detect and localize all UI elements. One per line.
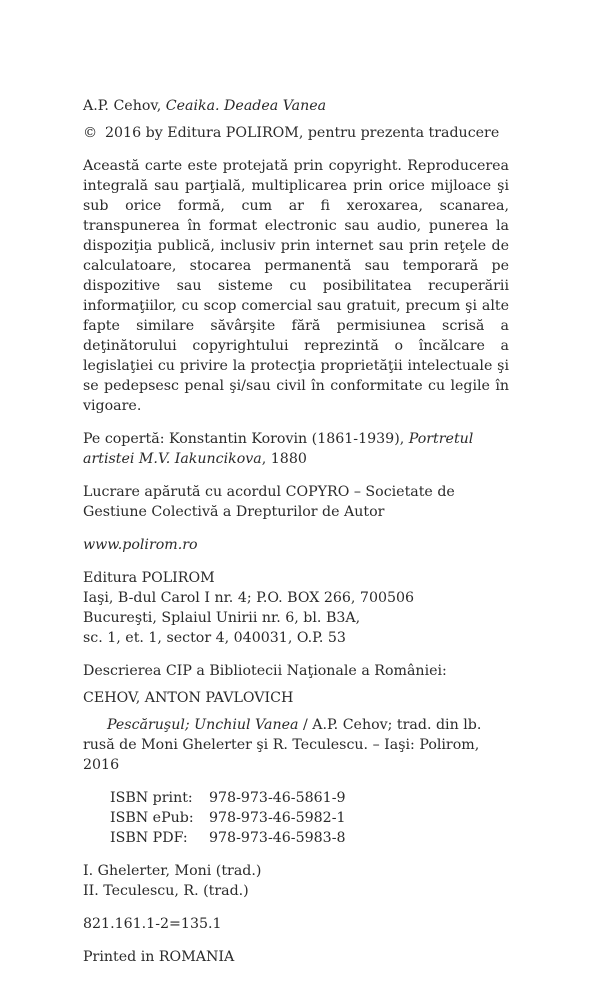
cip-description xyxy=(83,715,509,775)
copyright-text: 2016 by Editura POLIROM, pentru prezenta traducere xyxy=(105,125,500,141)
address-bucuresti-1: Bucureşti, Splaiul Unirii nr. 6, bl. B3A, xyxy=(83,610,361,626)
isbn-epub-label: ISBN ePub: xyxy=(110,810,194,826)
publisher-address xyxy=(83,568,509,648)
isbn-list xyxy=(110,788,509,848)
title-line xyxy=(83,96,509,116)
translator-list xyxy=(83,861,509,901)
isbn-pdf-value: 978-973-46-5983-8 xyxy=(209,830,346,846)
cover-credit-prefix: Pe copertă: Konstantin Korovin (1861-1939), xyxy=(83,431,409,447)
website-link[interactable]: www.polirom.ro xyxy=(83,537,198,553)
isbn-print-value: 978-973-46-5861-9 xyxy=(209,790,346,806)
address-bucuresti-2: sc. 1, et. 1, sector 4, 040031, O.P. 53 xyxy=(83,630,346,646)
cover-painting-title: Portretul artistei M.V. Iakuncikova xyxy=(83,431,474,467)
author-name: A.P. Cehov, xyxy=(83,98,166,114)
cover-credit-suffix: , 1880 xyxy=(261,451,307,467)
copyro-notice: Lucrare apărută cu acordul COPYRO – Societate de Gestiune Colectivă a Drepturilor de Autor xyxy=(83,484,455,520)
copyright-symbol: © xyxy=(83,125,98,141)
printed-in: Printed in ROMANIA xyxy=(83,949,235,965)
translator-2: II. Teculescu, R. (trad.) xyxy=(83,883,249,899)
classification-code: 821.161.1-2=135.1 xyxy=(83,916,222,932)
cip-heading: Descrierea CIP a Bibliotecii Naţionale a României: xyxy=(83,663,447,679)
isbn-epub-value: 978-973-46-5982-1 xyxy=(209,810,346,826)
isbn-pdf-label: ISBN PDF: xyxy=(110,830,188,846)
isbn-print-label: ISBN print: xyxy=(110,790,193,806)
address-iasi: Iaşi, B-dul Carol I nr. 4; P.O. BOX 266, 700506 xyxy=(83,590,415,606)
translator-1: I. Ghelerter, Moni (trad.) xyxy=(83,863,262,879)
legal-notice: Această carte este protejată prin copyright. Reproducerea integrală sau parţială, multiplicarea prin orice mijloace şi sub orice formă, cum ar fi xeroxarea, scanarea, transpunerea în format electronic sau audio, punerea la dispoziţia publică, inclusiv prin internet sau prin reţele de calculatoare, stocarea permanentă sau temporară pe dispozitive sau sisteme cu posibilitatea recuperării informaţiilor, cu scop comercial sau gratuit, precum şi alte fapte similare săvârşite fără permisiunea scrisă a deţinătorului copyrightului reprezintă o încălcare a legislaţiei cu privire la protecţia proprietăţii intelectuale şi se pedepsesc penal şi/sau civil în conformitate cu legile în vigoare. xyxy=(83,158,509,414)
cover-credit xyxy=(83,429,509,469)
cip-title: Pescăruşul; Unchiul Vanea xyxy=(107,717,299,733)
copyright-line xyxy=(83,123,509,143)
work-titles: Ceaika. Deadea Vanea xyxy=(165,98,327,114)
publisher-name: Editura POLIROM xyxy=(83,570,215,586)
cip-title-rest: / A.P. Cehov; trad. din lb. rusă de Moni Ghelerter şi R. Teculescu. – Iaşi: Polirom, 2016 xyxy=(83,717,482,773)
copyright-page xyxy=(83,96,509,967)
cip-author-entry: CEHOV, ANTON PAVLOVICH xyxy=(83,690,294,706)
